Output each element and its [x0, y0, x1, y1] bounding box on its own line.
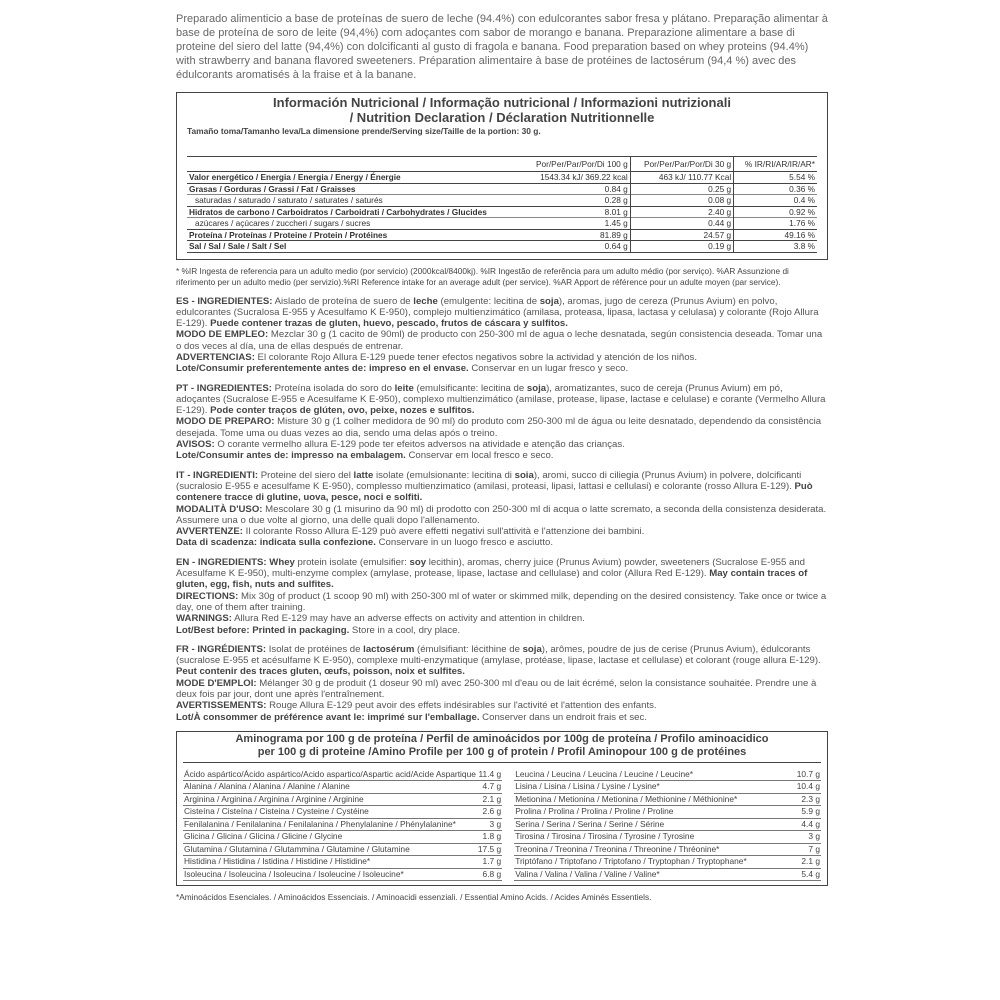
- warnings-paragraph: [176, 439, 828, 450]
- ingredients-text: protein isolate (emulsifier:: [294, 556, 410, 568]
- ingredients-text: Proteína isolada do soro do: [271, 382, 395, 394]
- lot-label: Lote/Consumir preferentemente antes de: impreso en el envase.: [176, 363, 469, 375]
- allergen-statement: Peut contenir des traces gluten, œufs, poisson, noix et sulfites.: [176, 666, 465, 678]
- amino-table-left: [183, 769, 502, 882]
- amino-value: 7 g: [791, 843, 821, 856]
- allergen-word: soja: [526, 382, 547, 394]
- ingredients-text: (emulsificante: lecitina de: [413, 382, 527, 394]
- lot-label: Lot/À consommer de préférence avant le: imprimé sur l'emballage.: [176, 711, 480, 723]
- amino-value: 10.4 g: [791, 781, 821, 794]
- amino-grid: [183, 769, 821, 882]
- lot-paragraph: [176, 537, 828, 548]
- language-section: [176, 557, 828, 636]
- amino-row: [183, 831, 502, 844]
- amino-row: [514, 793, 821, 806]
- ingredients-label: EN - INGREDIENTS: Whey: [176, 556, 295, 568]
- amino-name: Valina / Valina / Valina / Valine / Valine*: [514, 868, 791, 881]
- ingredients-text: Isolat de protéines de: [266, 643, 364, 655]
- ingredients-text: ), aromas, jugo de cereza (Prunus Avium) en polvo, edulcorantes (Sucralosa E-955 y Acesulfamo K E-950), complejo multienzimático (amilasa, proteasa, lipasa, lactasa y celulasa) y colorante (Rojo Allura E-129).: [176, 295, 819, 330]
- lot-paragraph: [176, 625, 828, 636]
- nutrition-row-saturates: saturadas / saturado / saturato / saturates / saturés 0.28 g 0.08 g 0.4 %: [187, 195, 817, 207]
- warnings-text: Allura Red E-129 may have an adverse effects on activity and attention in children.: [231, 613, 585, 625]
- amino-value: 6.8 g: [477, 868, 502, 881]
- amino-value: 2.3 g: [791, 793, 821, 806]
- storage-text: Conservar em local fresco e seco.: [405, 450, 554, 462]
- warnings-text: O corante vermelho allura E-129 pode ter efeitos adversos na atividade e atenção das crianças.: [214, 439, 625, 451]
- amino-row: [514, 843, 821, 856]
- serving-size: Tamaño toma/Tamanho leva/La dimensione prende/Serving size/Taille de la portion: 30 g.: [187, 126, 541, 136]
- ingredients-text: ), aromatizantes, suco de cereja (Prunus Avium) em pó, adoçantes (Sucralose E-955 e Acesulfame K E-950), complexo multienzimático (amilase, protease, lipase, lactase e celulase) e corante (Vermelho Allura E-129).: [176, 382, 826, 417]
- storage-text: Conserver dans un endroit frais et sec.: [479, 711, 647, 723]
- amino-name: Glicina / Glicina / Glicina / Glicine / Glycine: [183, 831, 477, 844]
- amino-value: 2.6 g: [477, 806, 502, 819]
- amino-panel: [176, 731, 828, 887]
- language-sections: [176, 296, 828, 723]
- amino-row: [183, 769, 502, 781]
- amino-name: Leucina / Leucina / Leucina / Leucine / Leucine*: [514, 769, 791, 781]
- warnings-text: Il colorante Rosso Allura E-129 può avere effetti negativi sull'attività e l'attenzione dei bambini.: [242, 526, 645, 538]
- allergen-statement: Può contenere tracce di glutine, uova, pesce, noci e solfiti.: [176, 480, 813, 504]
- amino-row: [514, 868, 821, 881]
- ingredients-text: lecithin), aromas, cherry juice (Prunus Avium) powder, sweeteners (Sucralose E-955 and Acesulfame K E-950), multi-enzyme complex (amylase, protease, lipase, lactase and cellulase) and color (Allura Red E-129).: [176, 556, 806, 580]
- ingredients-text: isolate (emulsionante: lecitina di: [373, 469, 515, 481]
- warnings-label: AVERTISSEMENTS:: [176, 700, 267, 712]
- amino-value: 10.7 g: [791, 769, 821, 781]
- nutrition-footnote: * %IR Ingesta de referencia para un adulto medio (por servicio) (2000kcal/8400kj). %IR Ingestão de referência para um adulto médio (por serviço). %AR Assunzione di riferimento per un adulto medio (per servizio).%RI Reference intake for an average adult (per service). %AR Apport de référence pour un adulte moyen (par service).: [176, 265, 789, 287]
- amino-name: Tirosina / Tirosina / Tirosina / Tyrosine / Tyrosine: [514, 831, 791, 844]
- amino-row: [183, 818, 502, 831]
- allergen-word: soy: [409, 556, 427, 568]
- language-section: [176, 470, 828, 549]
- ingredients-paragraph: [176, 470, 828, 504]
- allergen-statement: Puede contener trazas de gluten, huevo, pescado, frutos de cáscara y sulfitos.: [210, 318, 568, 330]
- ingredients-label: PT - INGREDIENTES:: [176, 382, 272, 394]
- amino-name: Arginina / Arginina / Arginina / Arginine / Arginine: [183, 793, 477, 806]
- nutrition-title: Información Nutricional / Informação nutricional / Informazioni nutrizionali / Nutrition Declaration / Déclaration Nutritionnelle: [273, 95, 731, 125]
- amino-value: 5.4 g: [791, 868, 821, 881]
- directions-text: Misture 30 g (1 colher medidora de 90 ml) do produto com 250-300 ml de água ou leite desnatado, dependendo da consistência desejada. Tome uma ou duas vezes ao dia, sendo uma delas após o treino.: [176, 416, 822, 439]
- amino-name: Serina / Serina / Serina / Serine / Sérine: [514, 818, 791, 831]
- allergen-word: lactosérum: [363, 643, 415, 655]
- amino-row: [183, 781, 502, 794]
- allergen-word: leche: [413, 295, 438, 307]
- ingredients-label: FR - INGRÉDIENTS:: [176, 643, 267, 655]
- lot-paragraph: [176, 363, 828, 374]
- amino-name: Fenilalanina / Fenilalanina / Fenilalanina / Phenylalanine / Phénylalanine*: [183, 818, 477, 831]
- directions-paragraph: [176, 591, 828, 614]
- product-description: Preparado alimenticio a base de proteínas de suero de leche (94.4%) con edulcorantes sabor fresa y plátano. Preparação alimentar à base de proteína de soro de leite (94,4%) com adoçantes com sabor de morango e banana. Preparazione alimentare a base di proteine del siero del latte (94,4%) con dolcificanti al gusto di fragola e banana. Food preparation based on whey proteins (94.4%) with strawberry and banana flavored sweeteners. Préparation alimentaire à base de protéines de lactosérum (94,4 %) avec des édulcorants aromatisés à la fraise et à la banane.: [176, 13, 828, 81]
- amino-row: [514, 769, 821, 781]
- amino-value: 17.5 g: [477, 843, 502, 854]
- directions-text: Mezclar 30 g (1 cacito de 90ml) de producto con 250-300 ml de agua o leche desnatada, según consistencia deseada. Tomar una o dos veces al día, una de ellas después de entrenar.: [176, 329, 823, 352]
- amino-value: 4.4 g: [791, 818, 821, 831]
- storage-text: Store in a cool, dry place.: [349, 624, 461, 636]
- lot-label: Data di scadenza: indicata sulla confezione.: [176, 537, 376, 549]
- lot-label: Lot/Best before: Printed in packaging.: [176, 624, 350, 636]
- label-document: [176, 12, 828, 902]
- ingredients-paragraph: [176, 644, 828, 678]
- lot-paragraph: [176, 712, 828, 723]
- amino-name: Lisina / Lisina / Lisina / Lysine / Lysine*: [514, 781, 791, 794]
- allergen-word: leite: [394, 382, 414, 394]
- amino-row: [183, 793, 502, 806]
- amino-value: 1.7 g: [477, 856, 502, 869]
- amino-name: Cisteína / Cisteína / Cisteina / Cysteine / Cystéine: [183, 806, 477, 819]
- allergen-word: latte: [353, 469, 374, 481]
- amino-footnote: *Aminoácidos Esenciales. / Aminoácidos Essenciais. / Aminoacidi essenziali. / Essential Amino Acids. / Acides Aminés Essentiels.: [176, 892, 652, 903]
- directions-paragraph: [176, 329, 828, 352]
- amino-value: 2.1 g: [477, 793, 502, 806]
- warnings-label: WARNINGS:: [176, 613, 232, 625]
- ingredients-label: IT - INGREDIENTI:: [176, 469, 259, 481]
- directions-paragraph: [176, 416, 828, 439]
- warnings-label: ADVERTENCIAS:: [176, 351, 255, 363]
- storage-text: Conservar en un lugar fresco y seco.: [468, 363, 629, 375]
- warnings-text: El colorante Rojo Allura E-129 puede tener efectos negativos sobre la actividad y atención de los niños.: [254, 351, 698, 363]
- amino-value: 4.7 g: [477, 781, 502, 794]
- ingredients-text: (émulsifiant: lécithine de: [414, 643, 523, 655]
- warnings-paragraph: [176, 700, 828, 711]
- nutrition-row-carbohydrates: Hidratos de carbono / Carboidratos / Carboidrati / Carbohydrates / Glucides 8.01 g 2.40 g 0.92 %: [189, 206, 815, 217]
- amino-name: Triptófano / Triptofano / Triptofano / Tryptophan / Tryptophane*: [514, 856, 791, 869]
- ingredients-text: Aislado de proteína de suero de: [272, 295, 414, 307]
- nutrition-row-sugars: azúcares / açúcares / zuccheri / sugars / sucres 1.45 g 0.44 g 1.76 %: [187, 218, 817, 230]
- nutrition-table: [187, 156, 817, 253]
- ingredients-label: ES - INGREDIENTES:: [176, 295, 273, 307]
- ingredients-text: ), aromi, succo di ciliegia (Prunus Avium) in polvere, dolcificanti (sucralosio E-955 e acesulfame K E-950), complesso multienzimatico (amilasi, proteasi, lipasi, lattasi e cellulasi) e colorante (rosso Allura E-129).: [176, 469, 802, 492]
- nutrition-row-salt: Sal / Sal / Sale / Salt / Sel 0.64 g 0.19 g 3.8 %: [189, 241, 815, 251]
- lot-label: Lote/Consumir antes de: impresso na embalagem.: [176, 450, 406, 462]
- allergen-word: soia: [514, 469, 534, 481]
- amino-row: [183, 868, 502, 881]
- warnings-paragraph: [176, 526, 828, 537]
- directions-label: MODE D'EMPLOI:: [176, 677, 257, 689]
- amino-name: Glutamina / Glutamina / Glutammina / Glutamine / Glutamine: [183, 843, 477, 856]
- amino-row: [183, 856, 502, 869]
- amino-name: Ácido aspártico/Ácido aspártico/Acido aspartico/Aspartic acid/Acide Aspartique: [184, 768, 476, 779]
- amino-title: Aminograma por 100 g de proteína / Perfil de aminoácidos por 100g de proteína / Profilo aminoacidico per 100 g di proteine /Amino Profile per 100 g of protein / Profil Aminopour 100 g de protéines: [183, 732, 821, 763]
- warnings-label: AVVERTENZE:: [176, 526, 243, 538]
- col-header-ir: % IR/RI/AR/IR/AR*: [734, 157, 817, 172]
- col-header-30g: Por/Per/Par/Por/Di 30 g: [630, 157, 733, 172]
- amino-name: Metionina / Metionina / Metionina / Methionine / Méthionine*: [514, 793, 791, 806]
- amino-name: Histidina / Histidina / Istidina / Histidine / Histidine*: [183, 856, 477, 869]
- amino-name: Alanina / Alanina / Alanina / Alanine / Alanine: [183, 781, 477, 794]
- nutrition-panel: [176, 92, 828, 260]
- warnings-paragraph: [176, 352, 828, 363]
- warnings-text: Rouge Allura E-129 peut avoir des effets indésirables sur l'activité et l'attention des enfants.: [266, 700, 657, 712]
- directions-label: DIRECTIONS:: [176, 590, 239, 602]
- storage-text: Conservare in un luogo fresco e asciutto.: [375, 537, 553, 549]
- directions-paragraph: [176, 678, 828, 701]
- ingredients-paragraph: [176, 557, 828, 591]
- allergen-word: soja: [539, 295, 559, 307]
- ingredients-paragraph: [176, 296, 828, 330]
- amino-name: Treonina / Treonina / Treonina / Threonine / Thréonine*: [514, 843, 791, 856]
- amino-value: 3 g: [477, 818, 502, 831]
- nutrition-row-protein: Proteína / Proteínas / Proteine / Protein / Protéines 81.89 g 24.57 g 49.16 %: [189, 229, 815, 240]
- amino-name: Prolina / Prolina / Prolina / Proline / Proline: [514, 806, 791, 819]
- ingredients-text: Proteine del siero del: [258, 469, 354, 481]
- amino-row: [514, 856, 821, 869]
- language-section: [176, 644, 828, 723]
- warnings-label: AVISOS:: [176, 439, 215, 451]
- allergen-statement: Pode conter traços de glúten, ovo, peixe, nozes e sulfitos.: [210, 405, 475, 417]
- directions-label: MODO DE PREPARO:: [176, 416, 275, 428]
- col-header-100g: Por/Per/Par/Por/Di 100 g: [505, 157, 630, 172]
- amino-row: [514, 781, 821, 794]
- nutrition-header-row: [187, 157, 817, 172]
- lot-paragraph: [176, 450, 828, 461]
- amino-value: 5.9 g: [791, 806, 821, 819]
- directions-label: MODO DE EMPLEO:: [176, 329, 269, 341]
- directions-text: Mescolare 30 g (1 misurino da 90 ml) di prodotto con 250-300 ml di acqua o latte scremato, a seconda della consistenza desiderata. Assumere una o due volte al giorno, una delle quali dopo l'allenamento.: [176, 503, 827, 526]
- allergen-statement: May contain traces of gluten, egg, fish, nuts and sulfites.: [176, 568, 808, 591]
- language-section: [176, 296, 828, 375]
- allergen-word: soja: [522, 643, 542, 655]
- ingredients-text: ), arômes, poudre de jus de cerise (Prunus Avium), édulcorants (sucralose E-955 et acésulfame K E-950), complexe multi-enzymatique (amylase, protéase, lipase, lactase et cellulase) et colorant (rouge allura E-129).: [176, 643, 821, 667]
- language-section: [176, 383, 828, 462]
- amino-row: [183, 806, 502, 819]
- directions-text: Mélanger 30 g de produit (1 doseur 90 ml) avec 250-300 ml d'eau ou de lait écrémé, selon la consistance souhaitée. Prendre une à deux fois par jour, dont une après l'entraînement.: [176, 677, 817, 700]
- amino-name: Isoleucina / Isoleucina / Isoleucina / Isoleucine / Isoleucine*: [183, 868, 477, 881]
- nutrition-row-energy: Valor energético / Energia / Energia / Energy / Énergie 1543.34 kJ/ 369.22 kcal 463 kJ/ 110.77 Kcal 5.54 %: [189, 172, 815, 182]
- amino-value: 3 g: [791, 831, 821, 844]
- amino-value: 11.4 g: [478, 768, 502, 779]
- amino-value: 1.8 g: [477, 831, 502, 844]
- ingredients-text: (emulgente: lecitina de: [437, 295, 540, 307]
- amino-row: [183, 843, 502, 856]
- ingredients-paragraph: [176, 383, 828, 417]
- amino-table-right: [514, 769, 821, 882]
- amino-row: [514, 831, 821, 844]
- nutrition-row-fat: Grasas / Gorduras / Grassi / Fat / Graisses 0.84 g 0.25 g 0.36 %: [189, 183, 815, 194]
- amino-row: [514, 818, 821, 831]
- amino-value: 2.1 g: [791, 856, 821, 869]
- directions-text: Mix 30g of product (1 scoop 90 ml) with 250-300 ml of water or skimmed milk, depending on the desired consistency. Take once or twice a day, one of them after training.: [176, 590, 827, 613]
- warnings-paragraph: [176, 613, 828, 624]
- amino-row: [514, 806, 821, 819]
- directions-label: MODALITÀ D'USO:: [176, 503, 263, 515]
- directions-paragraph: [176, 504, 828, 527]
